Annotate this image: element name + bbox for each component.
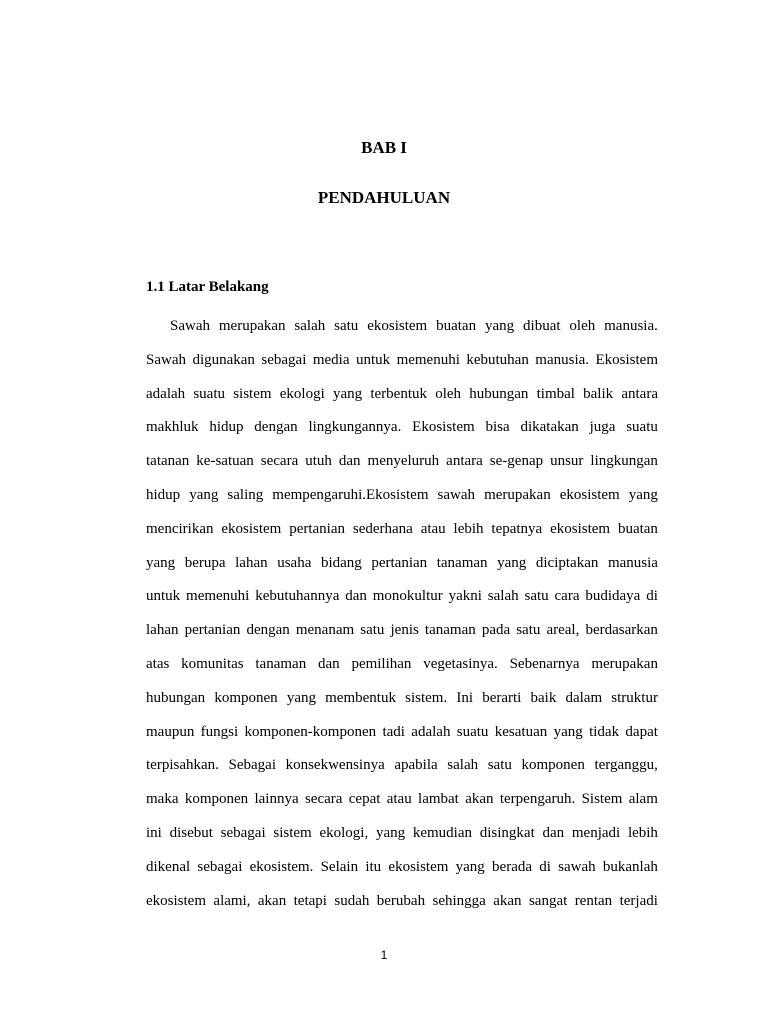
body-paragraph [146, 316, 658, 924]
paragraph-line: Sawah merupakan salah satu ekosistem buatan yang dibuat oleh manusia. [170, 318, 658, 334]
paragraph-line: maupun fungsi komponen-komponen tadi adalah suatu kesatuan yang tidak dapat [146, 723, 658, 740]
paragraph-line: tatanan ke-satuan secara utuh dan menyeluruh antara se-genap unsur lingkungan [146, 453, 658, 470]
paragraph-line: ini disebut sebagai sistem ekologi, yang kemudian disingkat dan menjadi lebih [146, 824, 658, 841]
paragraph-line: untuk memenuhi kebutuhannya dan monokultur yakni salah satu cara budidaya di [146, 588, 658, 605]
section-heading: 1.1 Latar Belakang [146, 279, 269, 295]
page-number: 1 [380, 948, 388, 962]
chapter-title: PENDAHULUAN [317, 188, 451, 207]
paragraph-line: dikenal sebagai ekosistem. Selain itu ekosistem yang berada di sawah bukanlah [146, 858, 658, 875]
paragraph-line: Sawah digunakan sebagai media untuk memenuhi kebutuhan manusia. Ekosistem [146, 351, 658, 368]
paragraph-line: lahan pertanian dengan menanam satu jenis tanaman pada satu areal, berdasarkan [146, 622, 658, 639]
paragraph-line: makhluk hidup dengan lingkungannya. Ekosistem bisa dikatakan juga suatu [146, 419, 658, 436]
paragraph-line: mencirikan ekosistem pertanian sederhana atau lebih tepatnya ekosistem buatan [146, 520, 658, 537]
paragraph-line: yang berupa lahan usaha bidang pertanian tanaman yang diciptakan manusia [146, 554, 658, 571]
paragraph-line: hidup yang saling mempengaruhi.Ekosistem sawah merupakan ekosistem yang [146, 486, 658, 503]
paragraph-line: hubungan komponen yang membentuk sistem. Ini berarti baik dalam struktur [146, 689, 658, 706]
paragraph-line: maka komponen lainnya secara cepat atau lambat akan terpengaruh. Sistem alam [146, 791, 658, 808]
paragraph-line: atas komunitas tanaman dan pemilihan vegetasinya. Sebenarnya merupakan [146, 655, 658, 672]
paragraph-line: adalah suatu sistem ekologi yang terbentuk oleh hubungan timbal balik antara [146, 385, 658, 402]
paragraph-line: terpisahkan. Sebagai konsekwensinya apabila salah satu komponen terganggu, [146, 757, 658, 774]
chapter-label: BAB I [361, 138, 407, 157]
paragraph-line: ekosistem alami, akan tetapi sudah berubah sehingga akan sangat rentan terjadi [146, 892, 658, 909]
